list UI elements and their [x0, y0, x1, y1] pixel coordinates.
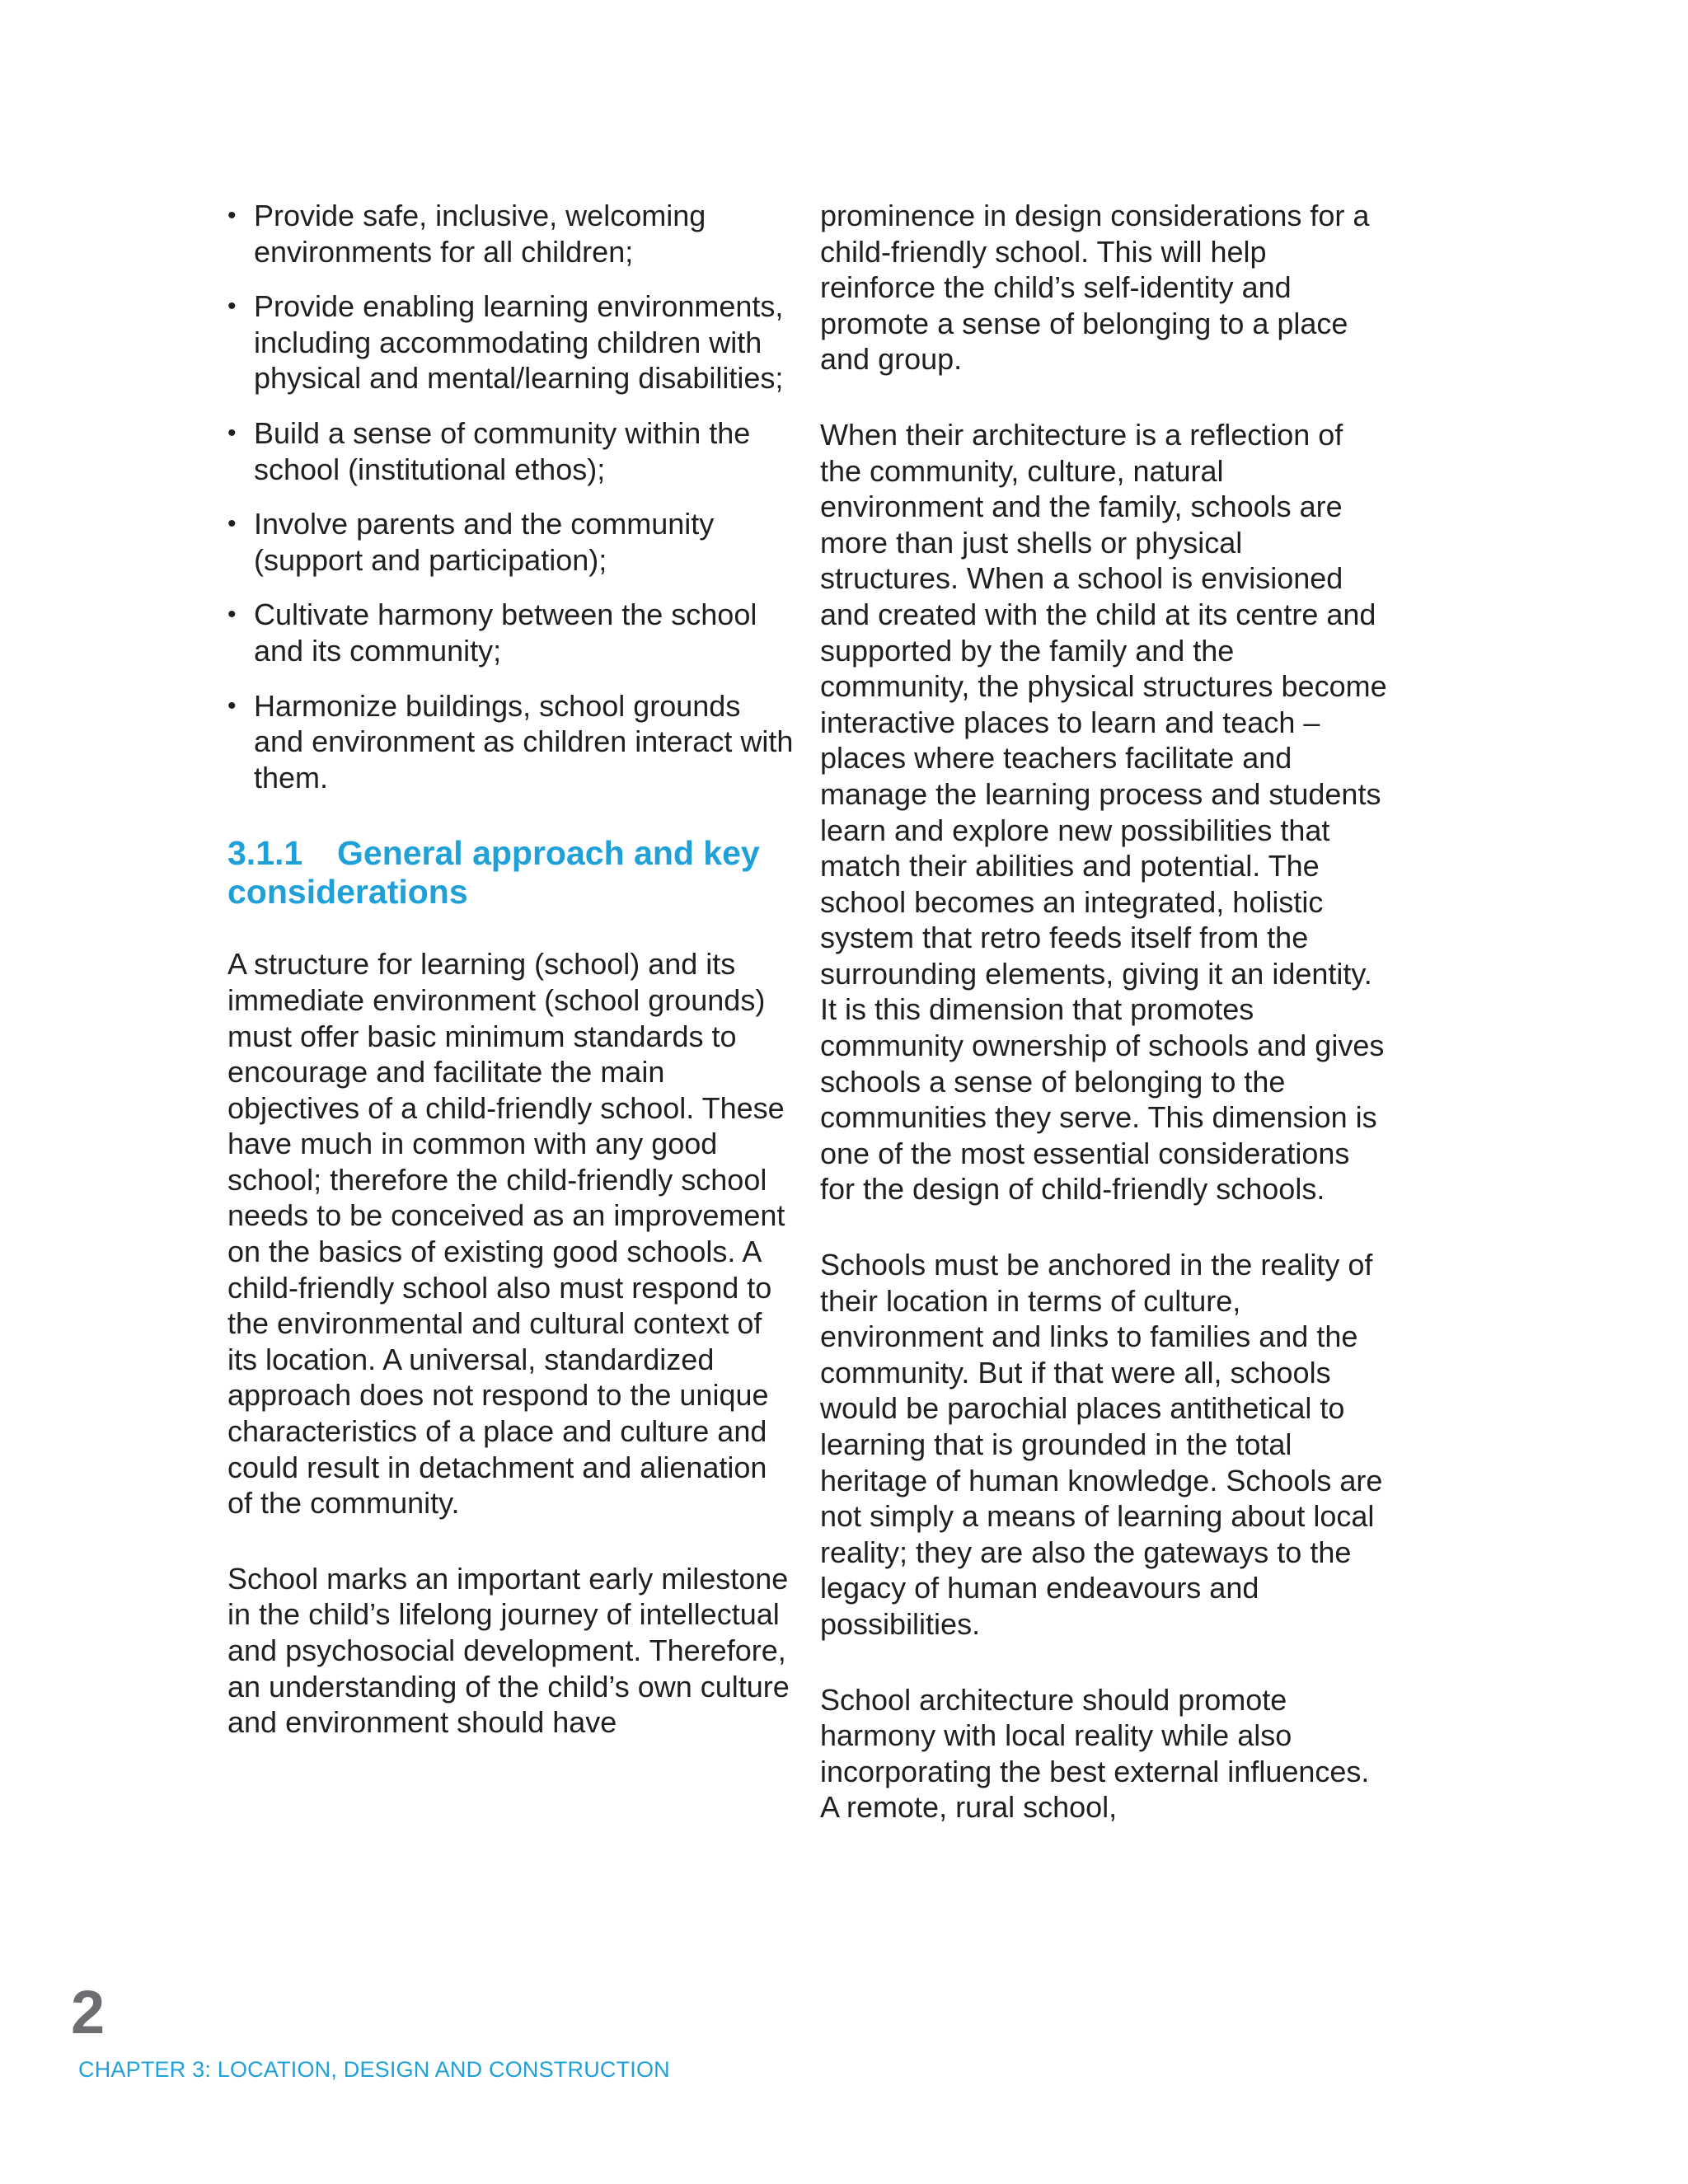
list-item: [227, 597, 796, 668]
objectives-list: [227, 198, 796, 795]
body-paragraph: School architecture should promote harmony with local reality while also incorporating the best external influences. A remote, rural school,: [820, 1682, 1370, 1825]
list-item-text: Cultivate harmony between the school and its community;: [254, 598, 757, 668]
section-heading: [227, 834, 796, 912]
chapter-title: CHAPTER 3: LOCATION, DESIGN AND CONSTRUCTION: [78, 2057, 670, 2082]
list-item: [227, 506, 796, 578]
section-number: 3.1.1: [227, 834, 303, 873]
body-paragraph: Schools must be anchored in the reality of their location in terms of culture, environment and links to families and the community. But if that were all, schools would be parochial places antithetical to learning that is grounded in the total heritage of human knowledge. Schools are not simply a means of learning about local reality; they are also the gateways to the legacy of human endeavours and possibilities.: [820, 1248, 1383, 1641]
body-paragraph: A structure for learning (school) and its immediate environment (school grounds) must offer basic minimum standards to encourage and facilitate the main objectives of a child-friendly school. These have much in common with any good school; therefore the child-friendly school needs to be conceived as an improvement on the basics of existing good schools. A child-friendly school also must respond to the environmental and cultural context of its location. A universal, standardized approach does not respond to the unique characteristics of a place and culture and could result in detachment and alienation of the community.: [227, 947, 785, 1521]
body-paragraph: prominence in design considerations for a child-friendly school. This will help reinforce the child’s self-identity and promote a sense of belonging to a place and group.: [820, 199, 1370, 377]
bullet-icon: •: [227, 202, 237, 229]
right-column: [820, 198, 1389, 1865]
list-item-text: Provide enabling learning environments, including accommodating children with physical and mental/learning disabilities;: [254, 289, 784, 396]
bullet-icon: •: [227, 691, 237, 719]
bullet-icon: •: [227, 419, 237, 447]
list-item-text: Involve parents and the community (support and participation);: [254, 507, 715, 577]
list-item-text: Harmonize buildings, school grounds and environment as children interact with them.: [254, 688, 794, 794]
body-paragraph: When their architecture is a reflection of the community, culture, natural environment and the family, schools are more than just shells or physical structures. When a school is envisioned and created with the child at its centre and supported by the family and the community, the physical structures become interactive places to learn and teach – places where teachers facilitate and manage the learning process and students learn and explore new possibilities that match their abilities and potential. The school becomes an integrated, holistic system that retro feeds itself from the surrounding elements, giving it an identity. It is this dimension that promotes community ownership of schools and gives schools a sense of belonging to the communities they serve. This dimension is one of the most essential considerations for the design of child-friendly schools.: [820, 417, 1387, 1207]
list-item: [227, 288, 796, 396]
list-item: [227, 415, 796, 487]
list-item-text: Provide safe, inclusive, welcoming environments for all children;: [254, 199, 706, 269]
bullet-icon: •: [227, 293, 237, 321]
list-item-text: Build a sense of community within the school (institutional ethos);: [254, 415, 751, 486]
body-paragraph: School marks an important early milestone in the child’s lifelong journey of intellectual and psychosocial development. Therefore, an understanding of the child’s own culture and environment should have: [227, 1561, 790, 1740]
list-item: [227, 198, 796, 269]
section-title: General approach and key considerations: [227, 834, 760, 912]
left-column: [227, 198, 796, 1780]
page-number: 2: [71, 1978, 106, 2046]
list-item: [227, 688, 796, 796]
bullet-icon: •: [227, 510, 237, 538]
bullet-icon: •: [227, 601, 237, 629]
